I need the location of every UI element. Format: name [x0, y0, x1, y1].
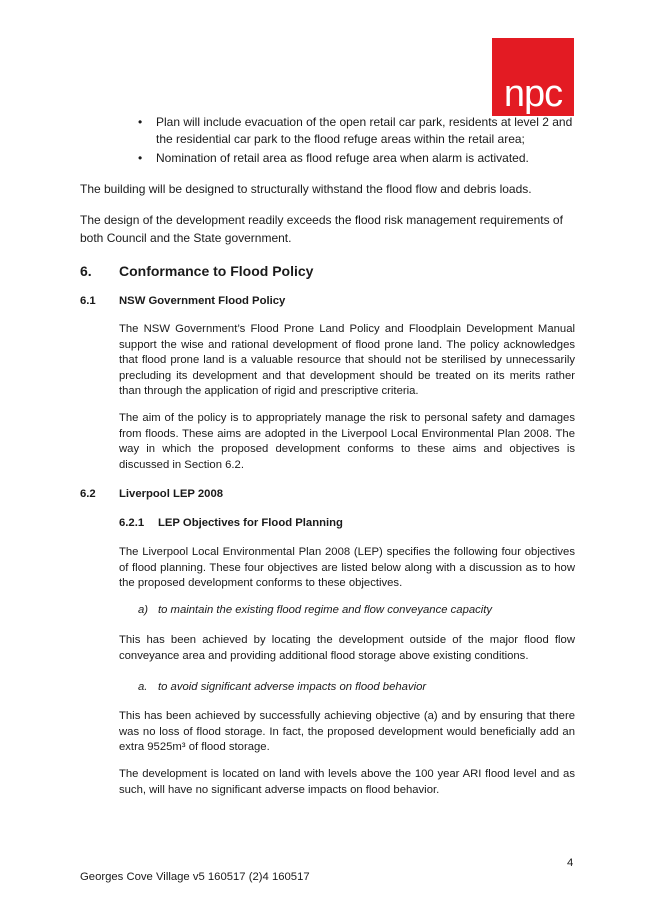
npc-logo — [492, 38, 574, 116]
paragraph-objective-b-1: This has been achieved by successfully achieving objective (a) and by ensuring that there was no loss of flood storage. In fact, the proposed development would beneficially add an extra 9525m³ of flood storage. — [119, 710, 575, 754]
paragraph-6-2-1: The Liverpool Local Environmental Plan 2008 (LEP) specifies the following four objectives of flood planning. These four objectives are listed below along with a discussion as to how the proposed development conforms to these objectives. — [119, 546, 575, 590]
section-6-2-1-number: 6.2.1 — [119, 517, 145, 529]
section-6-1-title: NSW Government Flood Policy — [119, 295, 286, 307]
page-number: 4 — [567, 857, 574, 869]
section-6-1-number: 6.1 — [80, 295, 96, 307]
list-item: • Nomination of retail area as flood refuge area when alarm is activated. — [136, 150, 576, 167]
paragraph-6-1-a: The NSW Government’s Flood Prone Land Policy and Floodplain Development Manual support the wise and rational development of flood prone land. The policy acknowledges that flood prone land is a valuable resource that should not be sterilised by unnecessarily precluding its development and that development should be treated on its merits rather than through the application of rigid and prescriptive criteria. — [119, 323, 575, 398]
section-6-number: 6. — [80, 263, 92, 279]
section-6-2-1-title: LEP Objectives for Flood Planning — [158, 517, 343, 529]
logo-text: npc — [503, 73, 563, 115]
paragraph-6-1-b: The aim of the policy is to appropriately manage the risk to personal safety and damages from floods. These aims are adopted in the Liverpool Local Environmental Plan 2008. The way in which the proposed development conforms to these aims and objectives is discussed in Section 6.2. — [119, 412, 575, 471]
section-6-2-number: 6.2 — [80, 488, 96, 500]
objective-b-text: to avoid significant adverse impacts on flood behavior — [158, 681, 427, 693]
paragraph-design: The design of the development readily exceeds the flood risk management requirements of both Council and the State government. — [80, 213, 563, 245]
bullet-list — [136, 114, 576, 169]
objective-a-marker: a) — [138, 604, 149, 616]
section-6-title: Conformance to Flood Policy — [119, 263, 314, 279]
paragraph-objective-a: This has been achieved by locating the development outside of the major flood flow conveyance area and providing additional flood storage above existing conditions. — [119, 634, 575, 662]
objective-b-marker: a. — [138, 681, 148, 693]
section-6-2-title: Liverpool LEP 2008 — [119, 488, 224, 500]
paragraph-objective-b-2: The development is located on land with levels above the 100 year ARI flood level and as such, will have no significant adverse impacts on flood behavior. — [119, 768, 575, 796]
objective-a-text: to maintain the existing flood regime and flow conveyance capacity — [158, 604, 493, 616]
footer-text: Georges Cove Village v5 160517 (2)4 160517 — [80, 871, 310, 883]
paragraph-structural: The building will be designed to structurally withstand the flood flow and debris loads. — [80, 182, 532, 196]
list-item: • Plan will include evacuation of the open retail car park, residents at level 2 and the residential car park to the flood refuge areas within the retail area; — [136, 114, 576, 148]
